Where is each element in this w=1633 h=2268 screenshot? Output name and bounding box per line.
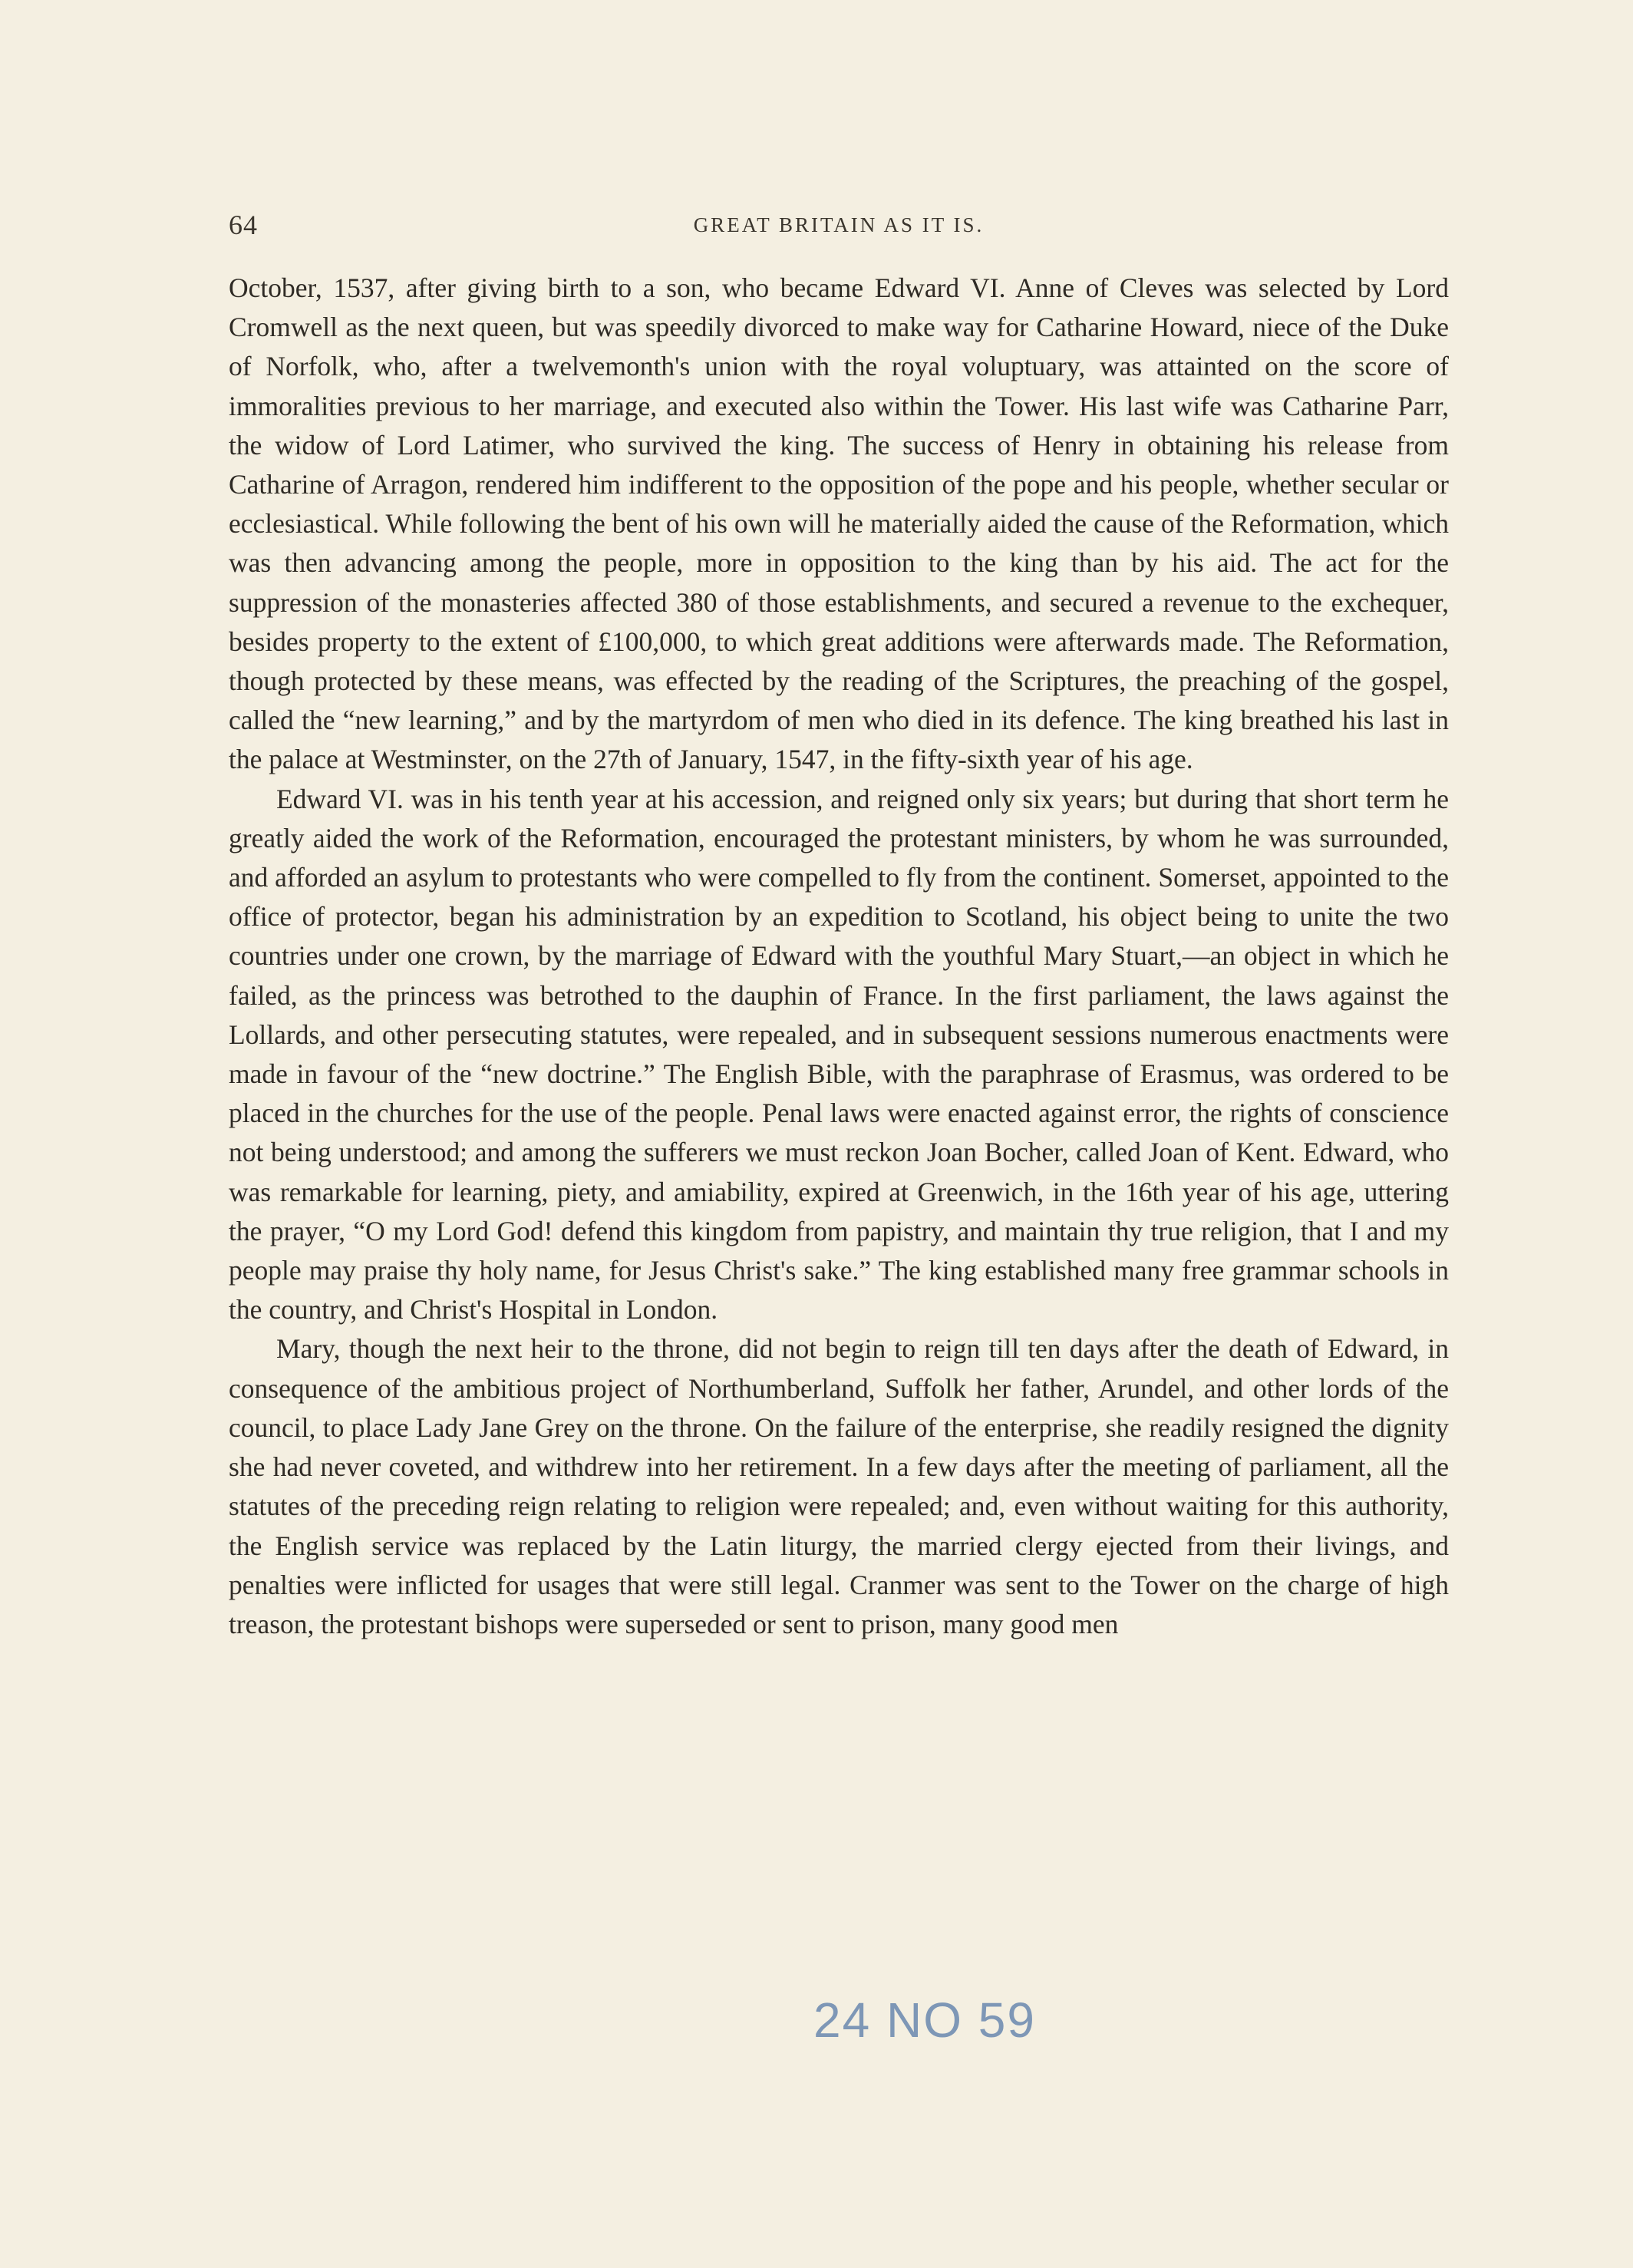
paragraph-edward-vi: Edward VI. was in his tenth year at his accession, and reigned only six years; but during that short term he greatly aided the work of the Reformation, encouraged the protestant ministers, by whom he was surrounded, and afforded an asylum to protestants who were compelled to fly from the continent. Somerset, appointed to the office of protector, began his administration by an expedition to Scotland, his object being to unite the two countries under one crown, by the marriage of Edward with the youthful Mary Stuart,—an object in which he failed, as the princess was betrothed to the dauphin of France. In the first parliament, the laws against the Lollards, and other persecuting statutes, were repealed, and in subsequent sessions numerous enactments were made in favour of the “new doctrine.” The English Bible, with the paraphrase of Erasmus, was ordered to be placed in the churches for the use of the people. Penal laws were enacted against error, the rights of conscience not being understood; and among the sufferers we must reckon Joan Bocher, called Joan of Kent. Edward, who was remarkable for learning, piety, and amiability, expired at Greenwich, in the 16th year of his age, uttering the prayer, “O my Lord God! defend this kingdom from papistry, and maintain thy true religion, that I and my people may praise thy holy name, for Jesus Christ's sake.” The king established many free grammar schools in the country, and Christ's Hospital in London. — [229, 783, 1449, 1325]
paragraph-henry-viii: October, 1537, after giving birth to a son, who became Edward VI. Anne of Cleves was selected by Lord Cromwell as the next queen, but was speedily divorced to make way for Catharine Howard, niece of the Duke of Norfolk, who, after a twelvemonth's union with the royal voluptuary, was attainted on the score of immoralities previous to her marriage, and executed also within the Tower. His last wife was Catharine Parr, the widow of Lord Latimer, who survived the king. The success of Henry in obtaining his release from Catharine of Arragon, rendered him indifferent to the opposition of the pope and his people, whether secular or ecclesiastical. While following the bent of his own will he materially aided the cause of the Reformation, which was then advancing among the people, more in opposition to the king than by his aid. The act for the suppression of the monasteries affected 380 of those establishments, and secured a revenue to the exchequer, besides property to the extent of £100,000, to which great additions were afterwards made. The Reformation, though protected by these means, was effected by the reading of the Scriptures, the preaching of the gospel, called the “new learning,” and by the martyrdom of men who died in its defence. The king breathed his last in the palace at Westminster, on the 27th of January, 1547, in the fifty-sixth year of his age. — [229, 272, 1449, 775]
page-number: 64 — [229, 210, 258, 240]
body-text — [229, 269, 1449, 1644]
paragraph-mary: Mary, though the next heir to the throne, did not begin to reign till ten days after the death of Edward, in consequence of the ambitious project of Northumberland, Suffolk her father, Arundel, and other lords of the council, to place Lady Jane Grey on the throne. On the failure of the enterprise, she readily resigned the dignity she had never coveted, and withdrew into her retirement. In a few days after the meeting of parliament, all the statutes of the preceding reign relating to religion were repealed; and, even without waiting for this authority, the English service was replaced by the Latin liturgy, the married clergy ejected from their livings, and penalties were inflicted for usages that were still legal. Cranmer was sent to the Tower on the charge of high treason, the protestant bishops were superseded or sent to prison, many good men — [229, 1333, 1449, 1639]
library-stamp: 24 NO 59 — [813, 1992, 1036, 2048]
page-header — [229, 209, 1449, 243]
running-title: GREAT BRITAIN AS IT IS. — [693, 213, 985, 236]
